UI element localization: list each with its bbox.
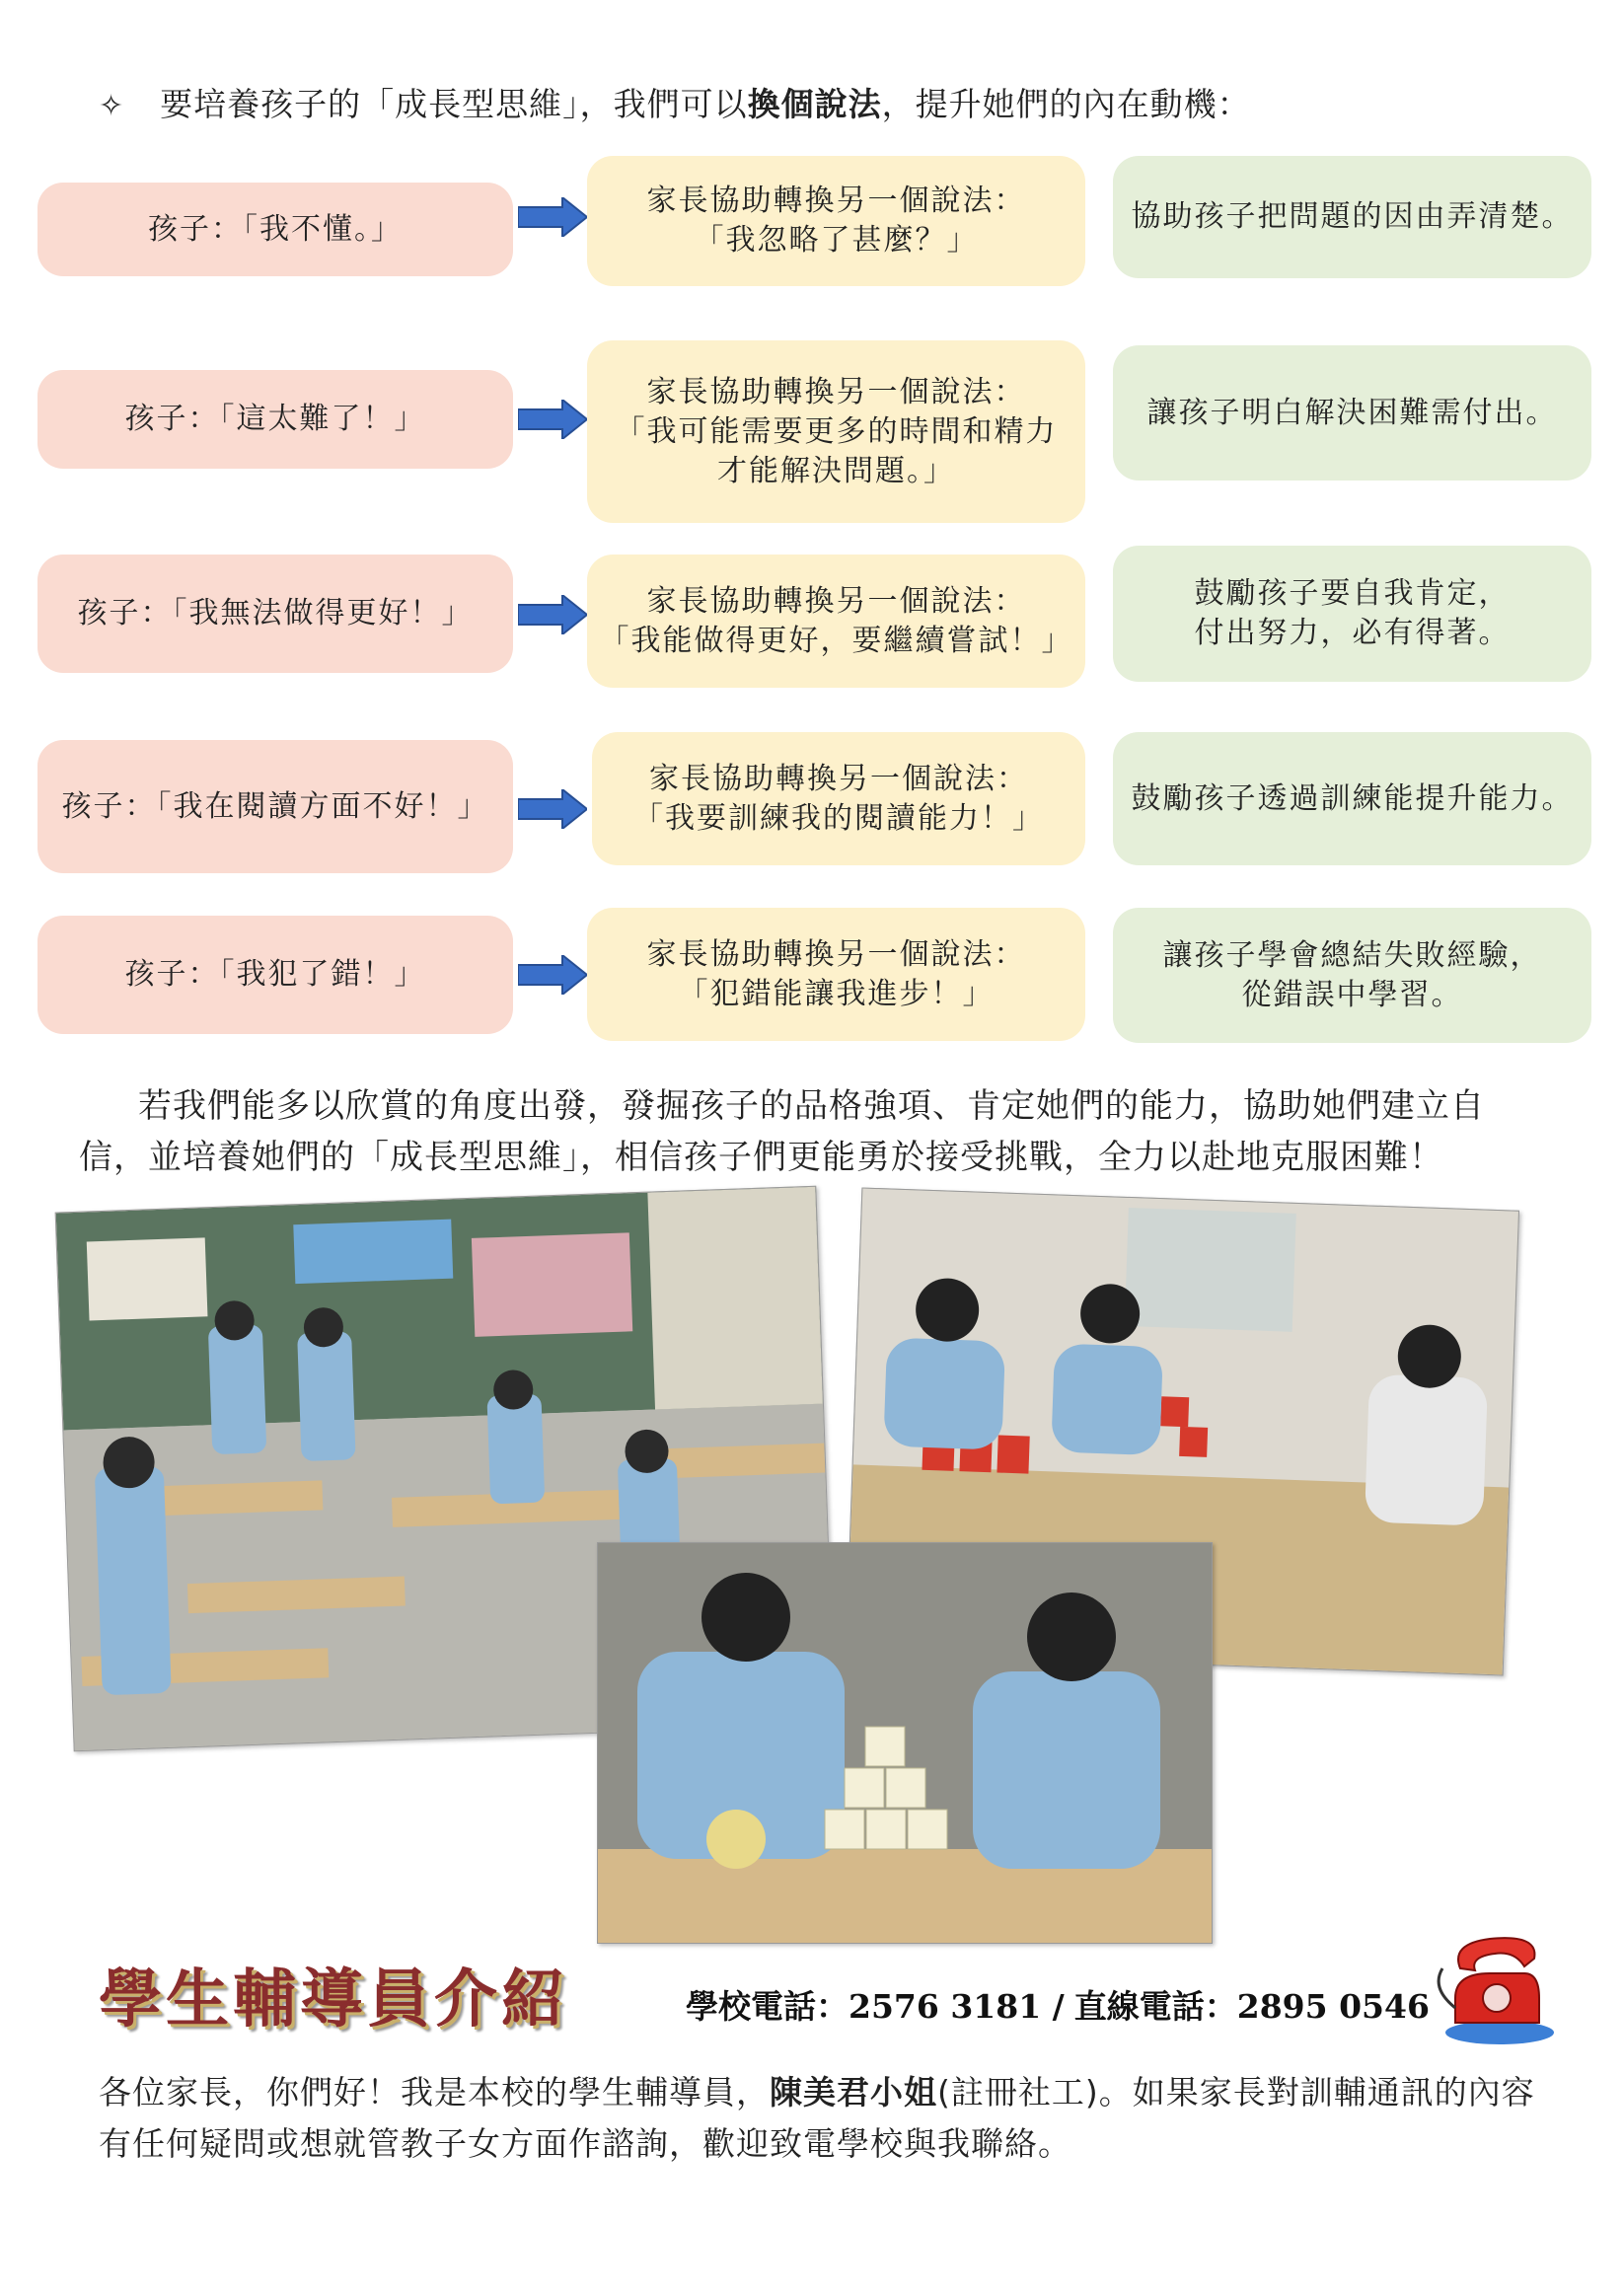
parent-line-1: 家長協助轉換另一個說法： (646, 936, 1026, 972)
parent-line-2: 「我可能需要更多的時間和精力 (615, 413, 1058, 449)
child-statement: 孩子：「我不懂。」 (148, 211, 403, 247)
effect-box (1113, 732, 1591, 865)
effect-line-1: 讓孩子明白解決困難需付出。 (1146, 395, 1558, 430)
parent-line-1: 家長協助轉換另一個說法： (649, 761, 1028, 796)
parent-line-1: 家長協助轉換另一個說法： (646, 184, 1026, 218)
effect-box (1113, 546, 1591, 682)
effect-box (1113, 156, 1591, 278)
parent-reframe-box (587, 908, 1085, 1041)
direct-phone: 直線電話：2895 0546 (1073, 1987, 1430, 2026)
counselor-intro-text (99, 2067, 1539, 2170)
counselor-title: 學生輔導員介紹 (99, 1963, 568, 2037)
child-statement: 孩子：「我無法做得更好！」 (77, 596, 474, 630)
phone-numbers (686, 1981, 1439, 2028)
parent-reframe-box (587, 555, 1085, 688)
arrow-right-icon (518, 595, 587, 634)
effect-line-1: 協助孩子把問題的因由弄清楚。 (1131, 199, 1574, 234)
parent-reframe-box (587, 340, 1085, 523)
child-statement: 孩子：「這太難了！」 (124, 402, 426, 436)
arrow-right-icon (518, 197, 587, 237)
greeting-text: 各位家長，你們好！我是本校的學生輔導員， (99, 2073, 770, 2111)
sparkle-bullet-icon: ✧ (99, 89, 125, 123)
parent-line-2: 「我忽略了甚麼？」 (694, 223, 979, 258)
intro-line (99, 79, 1251, 125)
parent-line-1: 家長協助轉換另一個說法： (646, 583, 1026, 619)
child-statement-box (37, 555, 513, 673)
parent-line-3: 才能解決問題。」 (717, 453, 955, 488)
child-statement-box (37, 740, 513, 873)
summary-paragraph: 若我們能多以欣賞的角度出發，發掘孩子的品格強項、肯定她們的能力，協助她們建立自信，並培養她們的「成長型思維」，相信孩子們更能勇於接受挑戰，全力以赴地克服困難！ (79, 1086, 1485, 1177)
child-statement: 孩子：「我在閱讀方面不好！」 (61, 788, 489, 824)
arrow-right-icon (518, 789, 587, 829)
parent-line-1: 家長協助轉換另一個說法： (646, 374, 1026, 409)
effect-line-1: 讓孩子學會總結失敗經驗， (1162, 937, 1542, 973)
effect-box (1113, 345, 1591, 481)
child-statement-box (37, 183, 513, 276)
counselor-name: 陳美君小姐 (770, 2073, 937, 2111)
parent-line-2: 「我要訓練我的閱讀能力！」 (633, 800, 1044, 836)
parent-line-2: 「我能做得更好，要繼續嘗試！」 (599, 623, 1073, 658)
closing-rest: (註冊社工)。如果家長對訓輔通訊的內容有任何疑問或想就管教子女方面作諮詢，歡迎致電學校與我聯絡。 (99, 2073, 1535, 2163)
effect-line-2: 從錯誤中學習。 (1241, 977, 1463, 1012)
intro-text-bold: 換個說法 (747, 85, 882, 123)
child-statement: 孩子：「我犯了錯！」 (124, 957, 426, 992)
parent-reframe-box (587, 156, 1085, 286)
arrow-right-icon (518, 955, 587, 995)
intro-text-before: 要培養孩子的「成長型思維」，我們可以 (160, 85, 748, 123)
intro-text-after: ，提升她們的內在動機： (881, 85, 1251, 123)
effect-line-1: 鼓勵孩子透過訓練能提升能力。 (1131, 780, 1574, 816)
child-statement-box (37, 370, 513, 469)
school-phone: 學校電話：2576 3181 / (686, 1987, 1065, 2026)
telephone-icon (1431, 1929, 1559, 2047)
child-statement-box (37, 916, 513, 1034)
arrow-right-icon (518, 400, 587, 439)
parent-line-2: 「犯錯能讓我進步！」 (678, 976, 995, 1011)
parent-reframe-box (592, 732, 1085, 865)
classroom-photo-bottom (597, 1542, 1213, 1944)
effect-box (1113, 908, 1591, 1043)
effect-line-2: 付出努力，必有得著。 (1194, 616, 1511, 650)
effect-line-1: 鼓勵孩子要自我肯定， (1194, 576, 1511, 611)
